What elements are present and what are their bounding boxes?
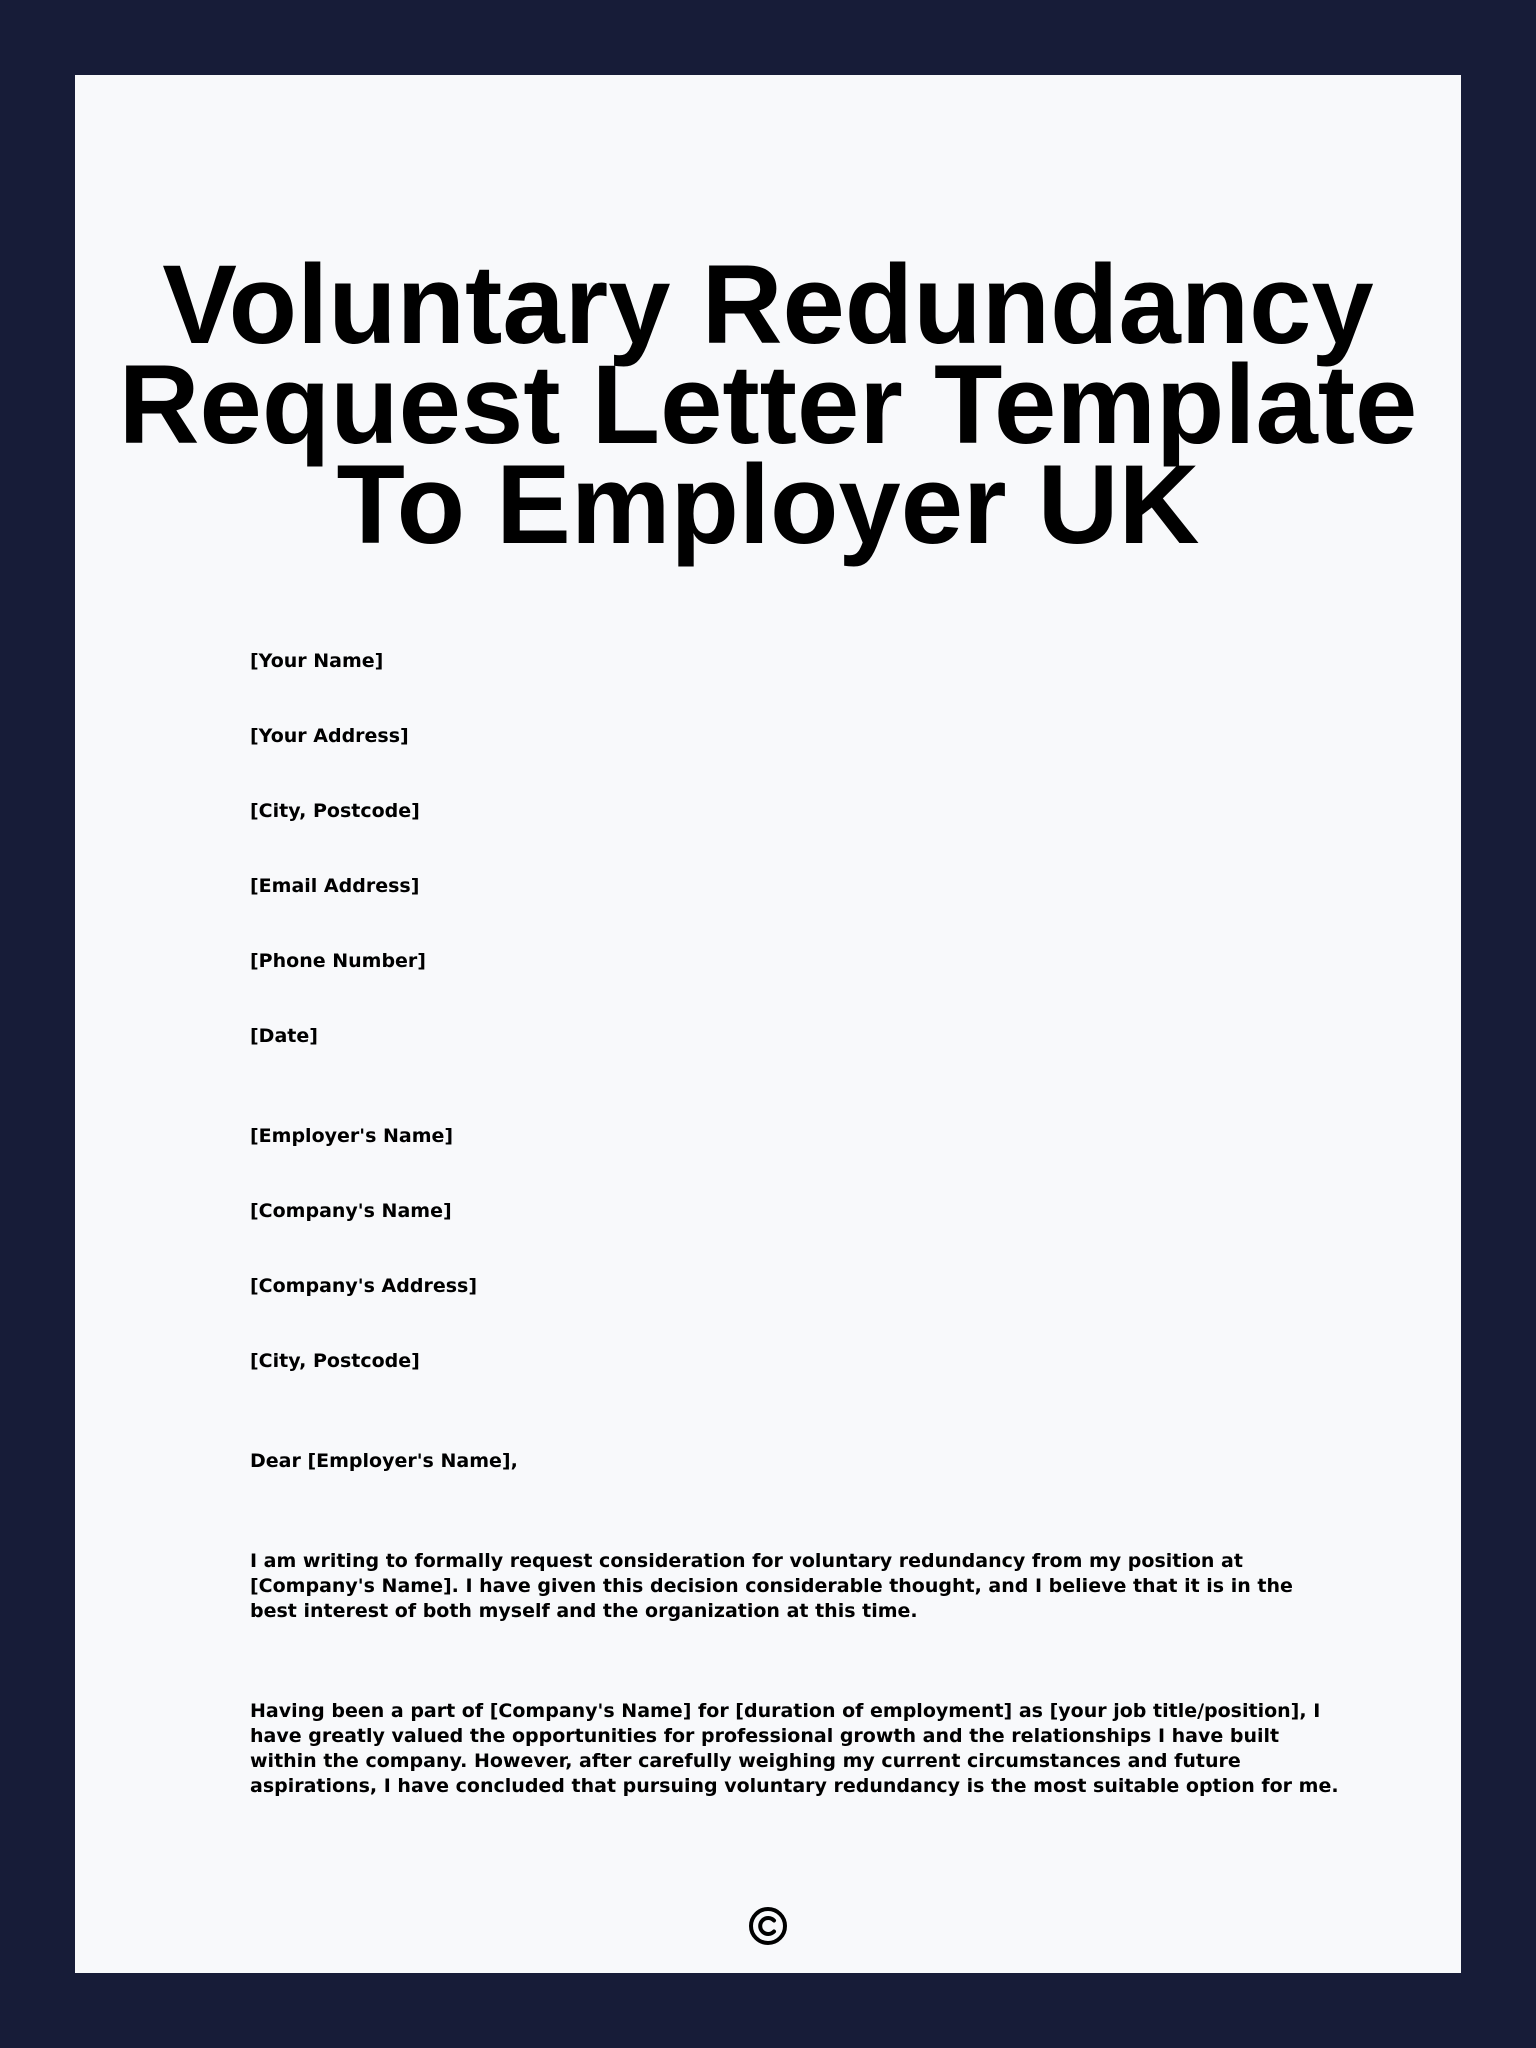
recipient-company: [Company's Name]	[250, 1200, 452, 1222]
copyright-icon	[747, 1905, 789, 1947]
page-title: Voluntary Redundancy Request Letter Template To Employer UK	[118, 242, 1418, 567]
letter-date: [Date]	[250, 1025, 318, 1047]
letter-page	[75, 75, 1461, 1973]
sender-address: [Your Address]	[250, 725, 409, 747]
body-paragraph-2: Having been a part of [Company's Name] for [duration of employment] as [your job title/position], I have greatly valued the opportunities for professional growth and the relationships I have built within the company. However, after carefully weighing my current circumstances and future aspirations, I have concluded that pursuing voluntary redundancy is the most suitable option for me.	[250, 1700, 1339, 1797]
sender-email: [Email Address]	[250, 875, 420, 897]
sender-name: [Your Name]	[250, 650, 384, 672]
recipient-address: [Company's Address]	[250, 1275, 478, 1297]
recipient-city-postcode: [City, Postcode]	[250, 1350, 420, 1372]
salutation: Dear [Employer's Name],	[250, 1450, 518, 1472]
sender-phone: [Phone Number]	[250, 950, 426, 972]
sender-city-postcode: [City, Postcode]	[250, 800, 420, 822]
recipient-name: [Employer's Name]	[250, 1125, 454, 1147]
body-paragraph-1: I am writing to formally request consideration for voluntary redundancy from my position at [Company's Name]. I have given this decision considerable thought, and I believe that it is in the best interest of both myself and the organization at this time.	[250, 1550, 1293, 1622]
